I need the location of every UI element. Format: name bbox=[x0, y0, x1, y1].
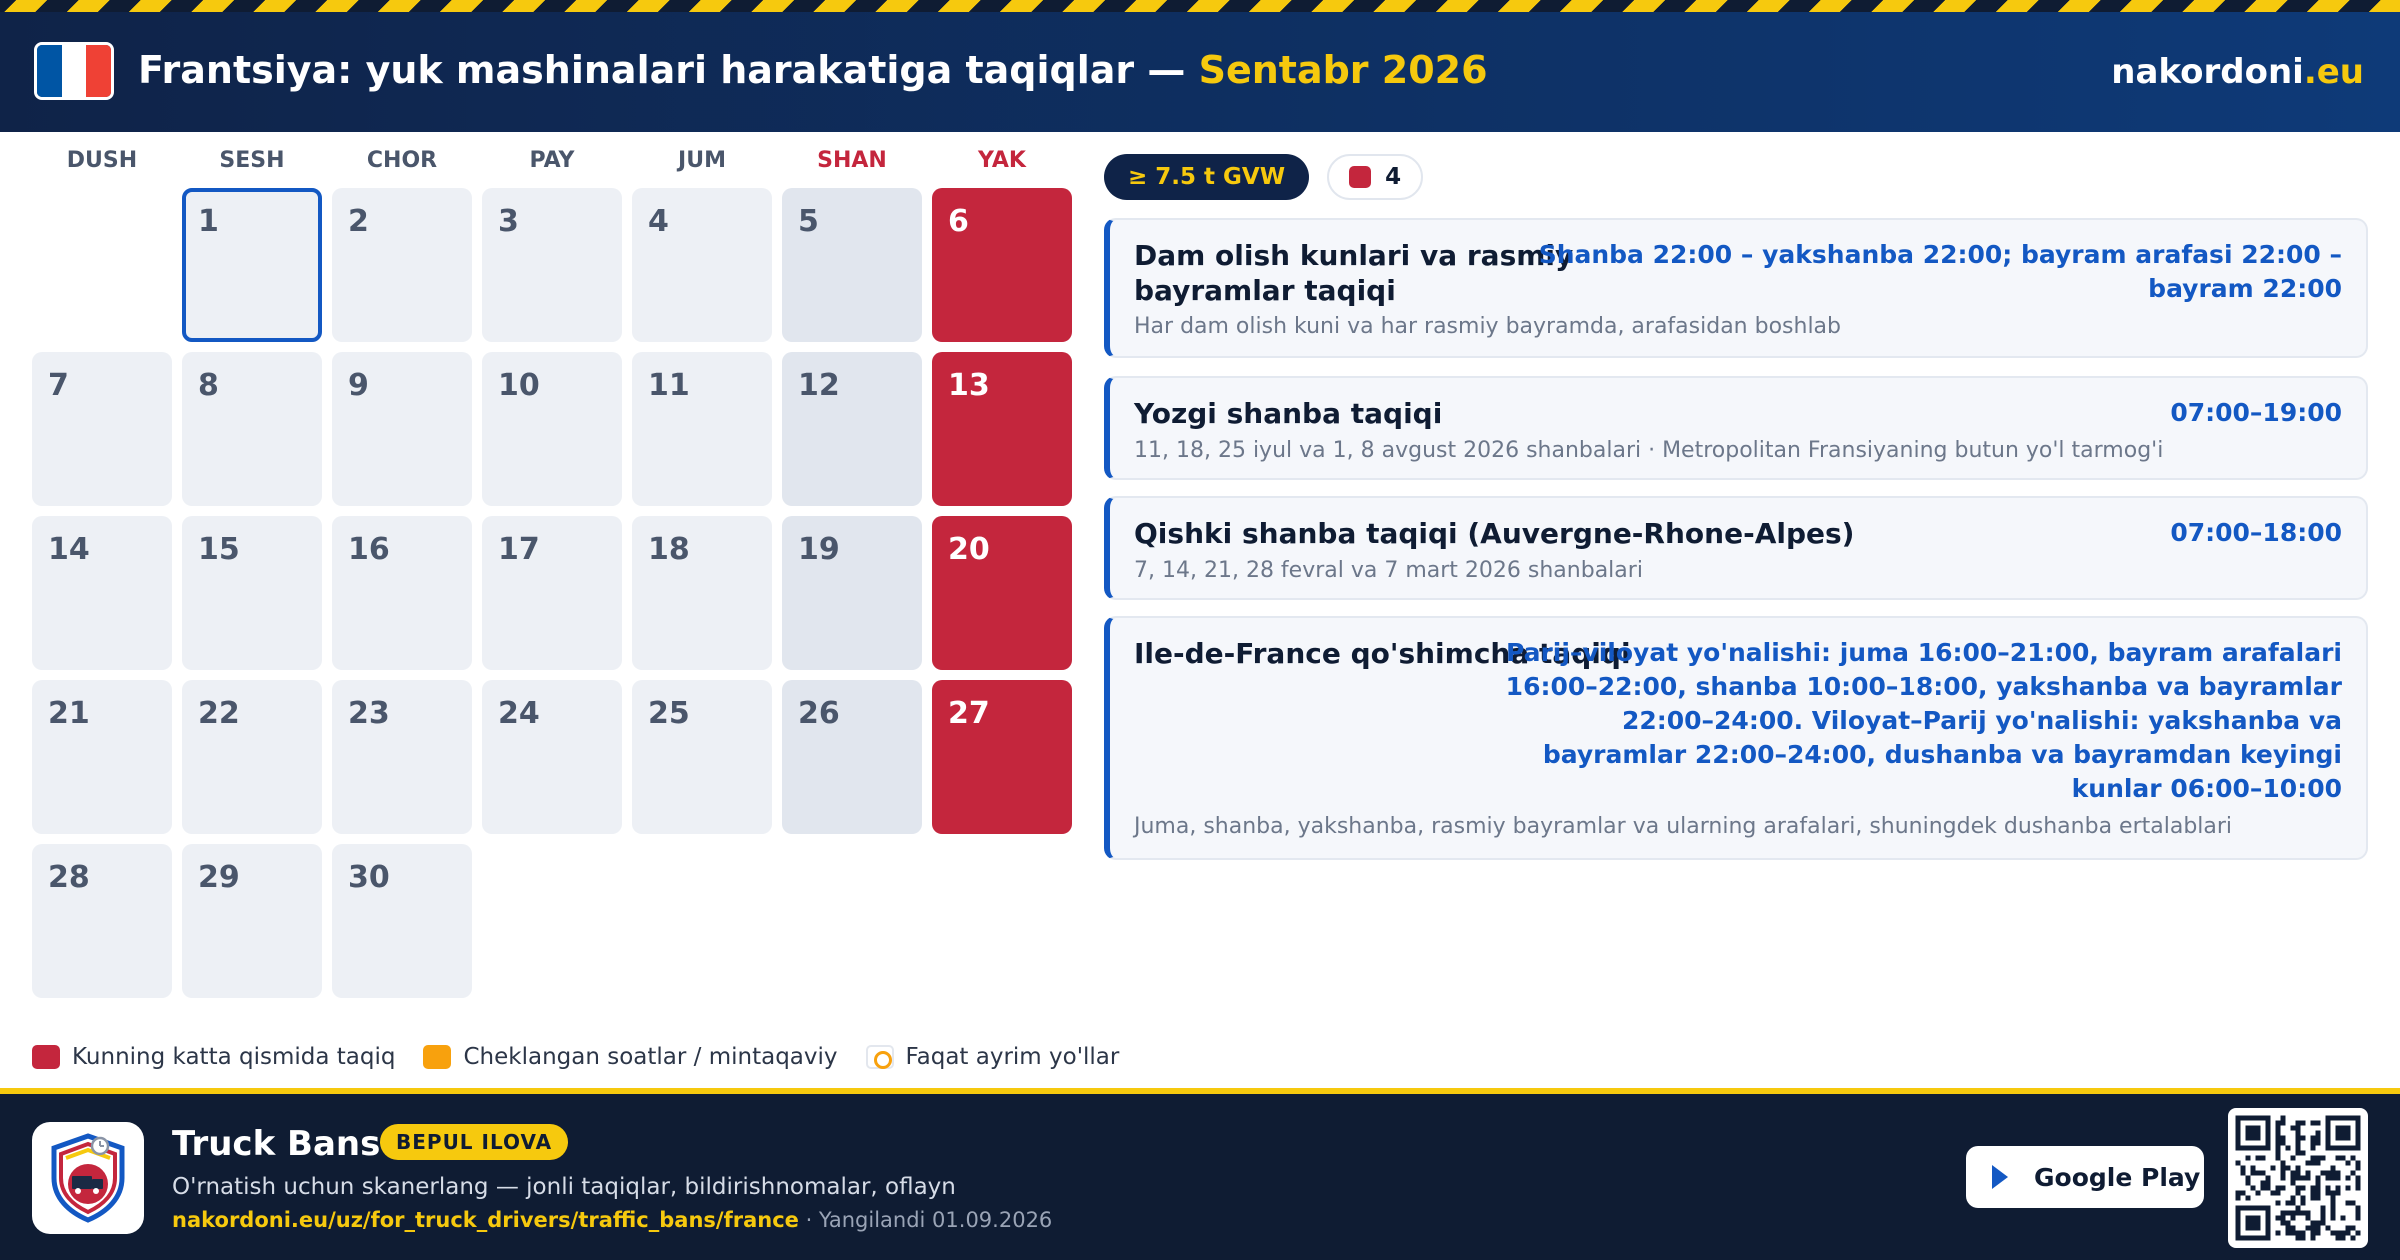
france-flag-icon bbox=[34, 42, 114, 100]
day-number: 24 bbox=[498, 696, 540, 731]
ban-rule-card[interactable] bbox=[1104, 376, 2368, 480]
rule-time-line: 07:00–18:00 bbox=[2170, 518, 2342, 547]
legend-label: Faqat ayrim yo'llar bbox=[905, 1044, 1120, 1070]
day-number: 19 bbox=[798, 532, 840, 567]
day-cell[interactable] bbox=[32, 516, 172, 670]
day-number: 7 bbox=[48, 368, 69, 403]
day-number: 29 bbox=[198, 860, 240, 895]
day-cell[interactable] bbox=[182, 680, 322, 834]
day-number: 22 bbox=[198, 696, 240, 731]
red-square-icon bbox=[1349, 166, 1371, 188]
rule-description: Juma, shanba, yakshanba, rasmiy bayramlar va ularning arafalari, shuningdek dushanba ertalablari bbox=[1134, 814, 2233, 839]
rule-description: 7, 14, 21, 28 fevral va 7 mart 2026 shanbalari bbox=[1134, 558, 1643, 583]
day-number: 17 bbox=[498, 532, 540, 567]
legend-item-full-ban bbox=[32, 1044, 395, 1070]
red-swatch-icon bbox=[32, 1045, 60, 1069]
app-url-line bbox=[172, 1208, 1052, 1232]
app-name: Truck Bans bbox=[172, 1124, 381, 1164]
page-header bbox=[0, 12, 2400, 132]
rule-title bbox=[1134, 396, 1442, 431]
qr-code-icon[interactable] bbox=[2228, 1108, 2368, 1248]
rule-time-line: Shanba 22:00 – yakshanba 22:00; bayram arafasi 22:00 – bbox=[1538, 240, 2342, 269]
day-cell[interactable] bbox=[332, 188, 472, 342]
legend-label: Kunning katta qismida taqiq bbox=[72, 1044, 396, 1070]
day-cell[interactable] bbox=[182, 516, 322, 670]
day-cell-ban[interactable] bbox=[932, 680, 1072, 834]
weekday-label: SHAN bbox=[817, 148, 887, 173]
day-cell[interactable] bbox=[482, 188, 622, 342]
day-cell[interactable] bbox=[482, 352, 622, 506]
day-number: 28 bbox=[48, 860, 90, 895]
rule-title-line: Qishki shanba taqiqi (Auvergne-Rhone-Alpes) bbox=[1134, 517, 1855, 550]
rule-description: Har dam olish kuni va har rasmiy bayramda, arafasidan boshlab bbox=[1134, 314, 1842, 339]
ban-rule-card[interactable] bbox=[1104, 496, 2368, 600]
day-number: 18 bbox=[648, 532, 690, 567]
app-description: O'rnatish uchun skanerlang — jonli taqiqlar, bildirishnomalar, oflayn bbox=[172, 1174, 956, 1200]
weekday-label: CHOR bbox=[366, 148, 438, 173]
legend bbox=[32, 1044, 1147, 1070]
legend-item-limited bbox=[423, 1044, 837, 1070]
rule-description: 11, 18, 25 iyul va 1, 8 avgust 2026 shanbalari · Metropolitan Fransiyaning butun yo'l tarmog'i bbox=[1134, 438, 2164, 463]
day-grid bbox=[32, 188, 1074, 998]
day-number: 20 bbox=[948, 532, 990, 567]
day-number: 21 bbox=[48, 696, 90, 731]
day-cell[interactable] bbox=[782, 188, 922, 342]
ban-days-chip[interactable] bbox=[1327, 154, 1423, 200]
google-play-label: Google Play bbox=[2034, 1162, 2201, 1192]
day-cell[interactable] bbox=[32, 844, 172, 998]
day-cell[interactable] bbox=[332, 516, 472, 670]
day-number: 23 bbox=[348, 696, 390, 731]
day-number: 13 bbox=[948, 368, 990, 403]
rule-time-line: bayram 22:00 bbox=[2148, 274, 2342, 303]
orange-swatch-icon bbox=[423, 1045, 451, 1069]
title-month: Sentabr 2026 bbox=[1198, 48, 1488, 92]
day-cell[interactable] bbox=[782, 516, 922, 670]
day-cell-ban[interactable] bbox=[932, 188, 1072, 342]
day-number: 30 bbox=[348, 860, 390, 895]
day-number: 14 bbox=[48, 532, 90, 567]
google-play-button[interactable] bbox=[1966, 1146, 2204, 1208]
day-cell[interactable] bbox=[482, 516, 622, 670]
brand-logo[interactable] bbox=[2111, 52, 2364, 92]
rule-title-line: Ile-de-France qo'shimcha taqiqi bbox=[1134, 637, 1631, 670]
rule-time bbox=[2170, 516, 2342, 550]
day-cell[interactable] bbox=[32, 680, 172, 834]
day-cell[interactable] bbox=[632, 352, 772, 506]
day-number: 10 bbox=[498, 368, 540, 403]
empty-day-cell bbox=[32, 188, 172, 342]
updated-date: · Yangilandi 01.09.2026 bbox=[798, 1208, 1053, 1232]
day-number: 4 bbox=[648, 204, 669, 239]
rule-time-line: 07:00–19:00 bbox=[2170, 398, 2342, 427]
truck-shield-icon[interactable] bbox=[32, 1122, 144, 1234]
day-cell[interactable] bbox=[182, 352, 322, 506]
orange-ring-icon bbox=[866, 1045, 894, 1069]
day-cell[interactable] bbox=[332, 352, 472, 506]
day-number: 11 bbox=[648, 368, 690, 403]
rule-time bbox=[1506, 636, 2342, 806]
day-number: 25 bbox=[648, 696, 690, 731]
rule-title-line: Dam olish kunlari va rasmiy bbox=[1134, 239, 1574, 272]
day-number: 26 bbox=[798, 696, 840, 731]
brand-tld: .eu bbox=[2303, 52, 2364, 92]
day-number: 5 bbox=[798, 204, 819, 239]
rule-time-line: Parij–viloyat yo'nalishi: juma 16:00–21:00, bayram arafalari bbox=[1505, 638, 2342, 667]
app-url-link[interactable]: nakordoni.eu/uz/for_truck_drivers/traffic_bans/france bbox=[172, 1208, 799, 1232]
day-cell[interactable] bbox=[332, 680, 472, 834]
day-cell-today[interactable] bbox=[182, 188, 322, 342]
day-cell[interactable] bbox=[632, 516, 772, 670]
day-cell-ban[interactable] bbox=[932, 516, 1072, 670]
rule-title bbox=[1134, 516, 1854, 551]
weekday-label: DUSH bbox=[66, 148, 138, 173]
day-cell[interactable] bbox=[32, 352, 172, 506]
brand-name: nakordoni bbox=[2111, 52, 2304, 92]
weekday-label: SESH bbox=[219, 148, 285, 173]
ban-rule-card[interactable] bbox=[1104, 218, 2368, 358]
rule-time-line: kunlar 06:00–10:00 bbox=[2071, 774, 2342, 803]
weekday-header bbox=[32, 148, 1074, 188]
ban-rule-card[interactable] bbox=[1104, 616, 2368, 860]
hazard-stripe bbox=[0, 0, 2400, 12]
day-cell[interactable] bbox=[782, 352, 922, 506]
title-text: Frantsiya: yuk mashinalari harakatiga taqiqlar — bbox=[138, 48, 1199, 92]
day-cell-ban[interactable] bbox=[932, 352, 1072, 506]
day-cell[interactable] bbox=[332, 844, 472, 998]
day-cell[interactable] bbox=[482, 680, 622, 834]
day-number: 6 bbox=[948, 204, 969, 239]
rule-time bbox=[2170, 396, 2342, 430]
rule-title-line: Yozgi shanba taqiqi bbox=[1134, 397, 1443, 430]
day-number: 1 bbox=[198, 204, 219, 239]
rule-time-line: bayramlar 22:00–24:00, dushanba va bayramdan keyingi bbox=[1542, 740, 2342, 769]
weekday-label: JUM bbox=[678, 148, 726, 173]
day-cell[interactable] bbox=[782, 680, 922, 834]
page-title bbox=[138, 48, 1488, 92]
free-app-badge: BEPUL ILOVA bbox=[380, 1124, 568, 1160]
rule-title bbox=[1134, 238, 1573, 308]
weekday-label: YAK bbox=[978, 148, 1026, 173]
day-cell[interactable] bbox=[632, 680, 772, 834]
rule-time-line: 16:00–22:00, shanba 10:00–18:00, yakshanba va bayramlar bbox=[1505, 672, 2342, 701]
day-number: 9 bbox=[348, 368, 369, 403]
app-promo-footer bbox=[0, 1094, 2400, 1260]
rule-time bbox=[1539, 238, 2342, 306]
rule-title-line: bayramlar taqiqi bbox=[1134, 274, 1396, 307]
legend-item-some-roads bbox=[866, 1044, 1120, 1070]
legend-label: Cheklangan soatlar / mintaqaviy bbox=[463, 1044, 838, 1070]
day-number: 15 bbox=[198, 532, 240, 567]
weekday-label: PAY bbox=[529, 148, 575, 173]
day-number: 27 bbox=[948, 696, 990, 731]
filter-chips bbox=[1104, 154, 1423, 200]
month-calendar bbox=[32, 148, 1074, 998]
ban-days-count: 4 bbox=[1385, 164, 1402, 190]
day-number: 3 bbox=[498, 204, 519, 239]
day-number: 8 bbox=[198, 368, 219, 403]
play-icon bbox=[1992, 1165, 2008, 1189]
gvw-chip[interactable]: ≥ 7.5 t GVW bbox=[1104, 154, 1309, 200]
day-cell[interactable] bbox=[632, 188, 772, 342]
day-number: 12 bbox=[798, 368, 840, 403]
day-number: 16 bbox=[348, 532, 390, 567]
rule-time-line: 22:00–24:00. Viloyat–Parij yo'nalishi: yakshanba va bbox=[1621, 706, 2342, 735]
day-cell[interactable] bbox=[182, 844, 322, 998]
day-number: 2 bbox=[348, 204, 369, 239]
